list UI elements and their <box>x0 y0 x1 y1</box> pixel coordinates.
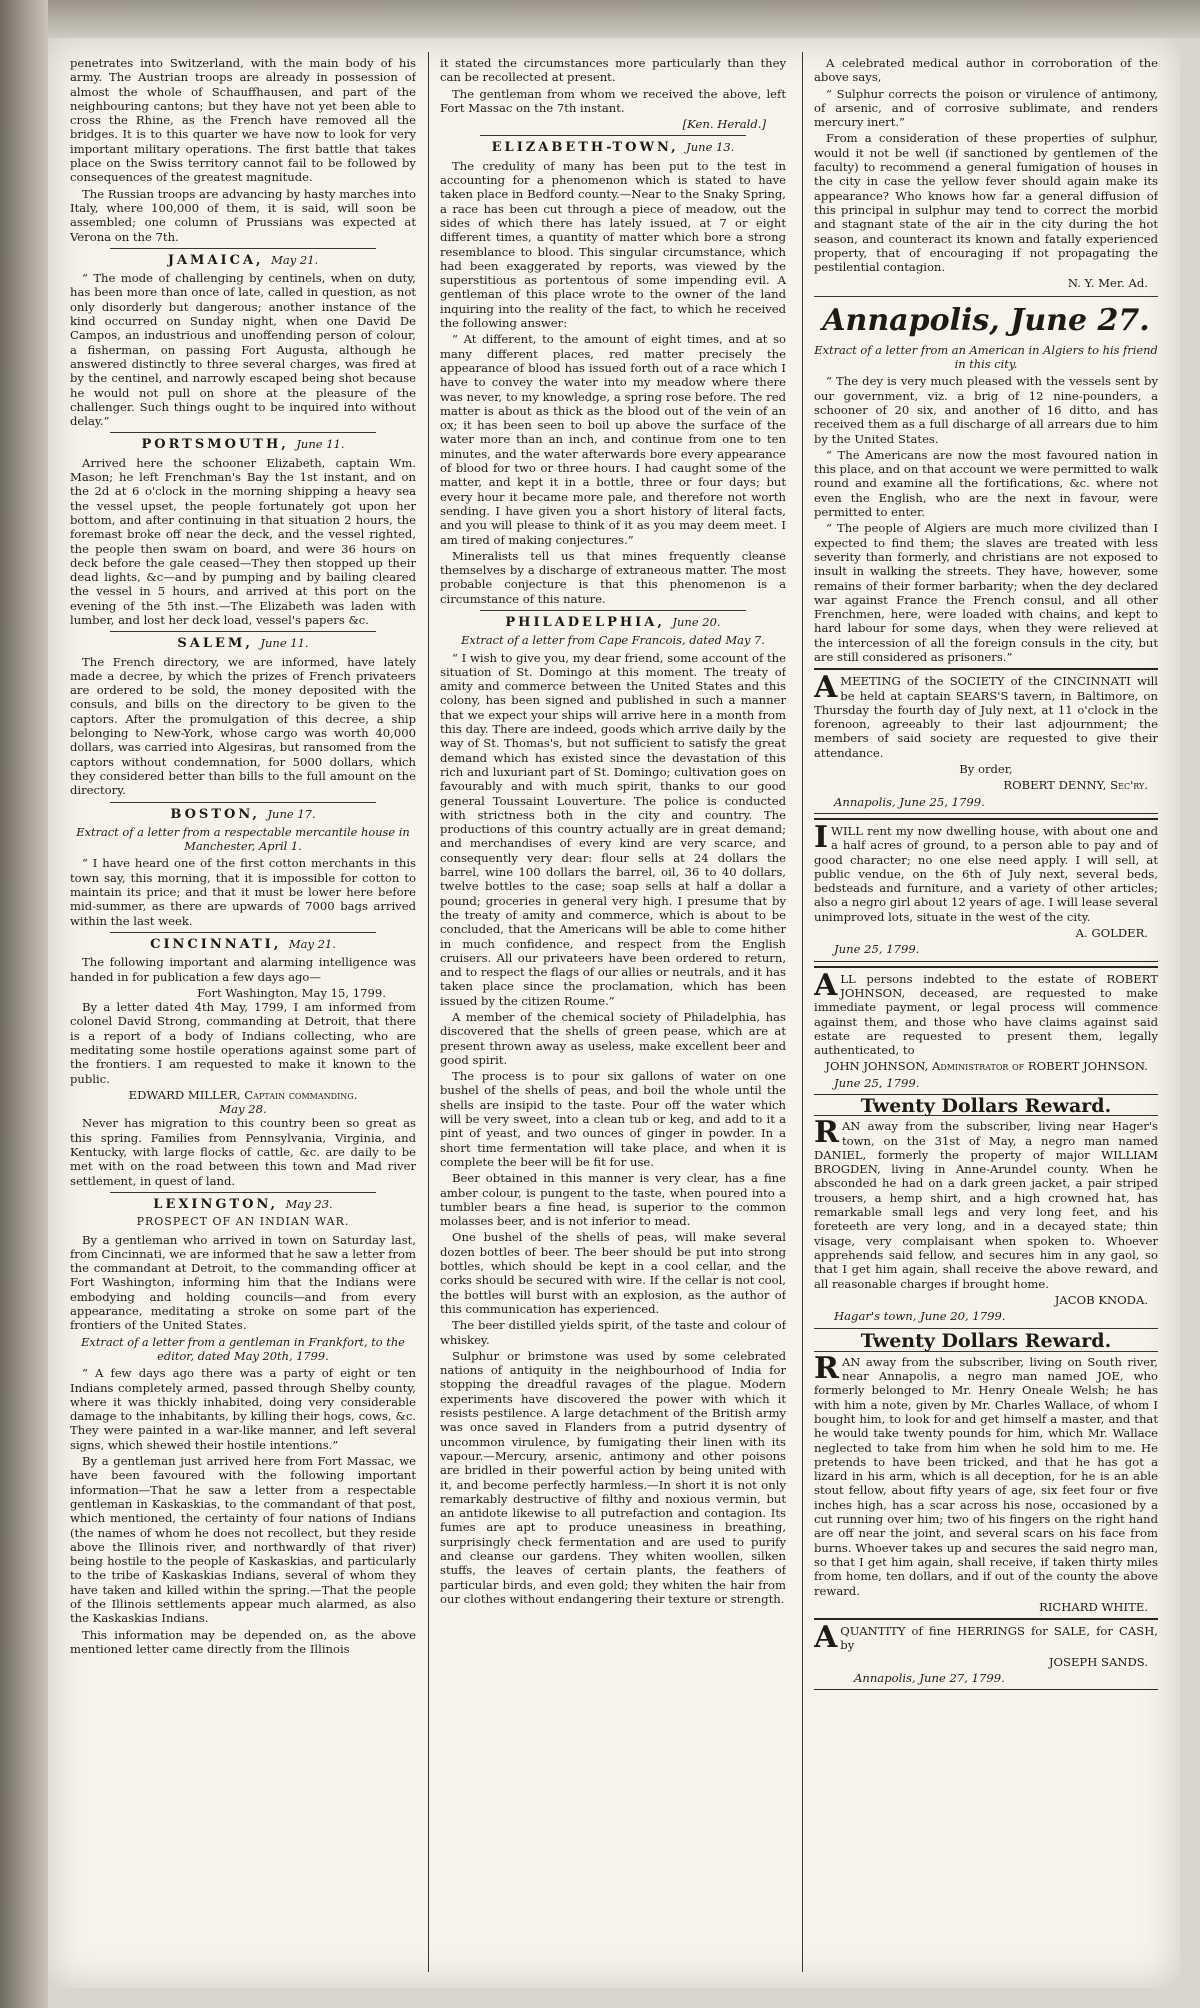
article-paragraph: it stated the circumstances more particularly than they can be recollected at present. <box>440 56 786 85</box>
article-paragraph: “ The dey is very much pleased with the vessels sent by our government, viz. a brig of 12 nine-pounders, a schooner of 20 six, and another of 16 ditto, and has received them as a full discharge of all arrears due to him by the United States. <box>814 374 1158 446</box>
article-paragraph: The gentleman from whom we received the above, left Fort Massac on the 7th instant. <box>440 86 786 115</box>
dateline-place: JAMAICA, <box>167 252 264 268</box>
ad-body: AN away from the subscriber, living near Hager's town, on the 31st of May, a negro man named DANIEL, formerly the property of major WILLIAM BROGDEN, living in Anne-Arundel county. When he absconded he had on a dark green jacket, a pair striped trousers, a hemp shirt, and a high crowned hat, has remarkable small legs and very long feet, and his foreteeth are very long, and in a decayed state; thin visage, very complaisant when spoken to. Whoever apprehends said fellow, and secures him in any gaol, so that I get him again, shall receive the above reward, and all reasonable charges if brought home. <box>814 1119 1158 1291</box>
divider <box>110 248 376 249</box>
divider <box>110 1192 376 1193</box>
dateline-place: BOSTON, <box>170 806 260 822</box>
dateline-lexington <box>70 1197 416 1212</box>
dateline-philadelphia <box>440 615 786 630</box>
article-paragraph: By a letter dated 4th May, 1799, I am informed from colonel David Strong, commanding at Detroit, that there is a report of a body of Indians collecting, who are meditating some hostile operations against some part of the frontiers. I am requested to make it known to the public. <box>70 1000 416 1086</box>
article-paragraph: The beer distilled yields spirit, of the taste and colour of whiskey. <box>440 1318 786 1347</box>
drop-cap: A <box>814 1620 838 1656</box>
ad-text <box>814 670 1158 760</box>
article-paragraph: “ A few days ago there was a party of eight or ten Indians completely armed, passed through Shelby county, where it was thickly inhabited, doing very considerable damage to the inhabitants, by killing their hogs, cows, &c. They were painted in a war-like manner, and left several signs, which shewed their hostile intentions.” <box>70 1366 416 1452</box>
ad-body: MEETING of the SOCIETY of the CINCINNATI will be held at captain SEARS'S tavern, in Baltimore, on Thursday the fourth day of July next, at 11 o'clock in the forenoon, agreeably to their last adjournment; the members of said society are requested to give their attendance. <box>814 674 1158 760</box>
ad-signature: JOHN JOHNSON, Administrator of ROBERT JOHNSON. <box>825 1059 1148 1074</box>
dateline-date: June 20. <box>672 614 721 629</box>
divider <box>110 432 376 433</box>
drop-cap: A <box>814 670 838 706</box>
advertisement-herrings <box>814 1618 1158 1690</box>
dateline-date: June 11. <box>296 437 345 452</box>
article-paragraph: The process is to pour six gallons of water on one bushel of the shells of peas, and boil the whole until the shells are insipid to the taste. Pour off the water which will be very sweet, into a clean tub or keg, and add to it a pint of yeast, and two ounces of ginger in powder. In a short time fermentation will take place, and when it is complete the beer will be fit for use. <box>440 1069 786 1169</box>
article-paragraph: “ Sulphur corrects the poison or virulence of antimony, of arsenic, and of corrosive sublimate, and renders mercury inert.” <box>814 86 1158 130</box>
dateline-place: CINCINNATI, <box>150 936 282 952</box>
ad-body: AN away from the subscriber, living on South river, near Annapolis, a negro man named JOE, who formerly belonged to Mr. Henry Oneale Welsh; he has with him a note, given by Mr. Charles Wallace, of whom I bought him, to look for and get himself a master, and that he would take twenty pounds for him, which Mr. Wallace neglected to take from him when he sold him to me. He pretends to have been tricked, and that he has got a lizard in his arm, which is all deception, for he is an able stout fellow, about fifty years of age, six feet four or five inches high, has a scar across his nose, occasioned by a cut running over him; two of his fingers on the right hand are off near the joint, and several scars on his face from burns. Whoever takes up and secures the said negro man, so that I get him again, shall receive, if taken thirty miles from home, ten dollars, and if out of the county the above reward. <box>814 1354 1158 1598</box>
article-paragraph: Never has migration to this country been so great as this spring. Families from Pennsylvania, Virginia, and Kentucky, with large flocks of cattle, &c. are daily to be met with on the road between this town and Mad river settlement, in quest of land. <box>70 1116 416 1188</box>
reward-heading: Twenty Dollars Reward. <box>814 1334 1158 1351</box>
article-subheading: PROSPECT OF AN INDIAN WAR. <box>136 1215 350 1229</box>
article-subheading: Extract of a letter from a respectable mercantile house in Manchester, April 1. <box>76 824 410 854</box>
article-paragraph: One bushel of the shells of peas, will make several dozen bottles of beer. The beer should be put into strong bottles, which should be kept in a cool cellar, and the corks should be secured with wire. If the cellar is not cool, the bottles will burst with an explosion, as the author of this communication has experienced. <box>440 1230 786 1316</box>
divider <box>814 296 1158 297</box>
article-paragraph: The Russian troops are advancing by hasty marches into Italy, where 100,000 of them, it is said, will soon be assembled; one column of Prussians was expected at Verona on the 7th. <box>70 186 416 244</box>
ad-text <box>814 1350 1158 1598</box>
article-paragraph: “ At different, to the amount of eight times, and at so many different places, red matter precisely the appearance of blood has issued forth out of a race which I have to convey the water into my meadow where there was never, to my knowledge, a spring rose before. The red matter is about as thick as the blood out of the vein of an ox; it has been seen to boil up above the surface of the water more than an inch, and continue from one to ten minutes, and the water afterwards bore every appearance of blood for two or three hours. I had caught some of the matter, and kept it in a bottle, three or four days; but every hour it became more pale, and therefore not worth sending. I have given you a short history of literal facts, and you will please to think of it as you may deem meet. I am tired of making conjectures.” <box>440 332 786 547</box>
article-paragraph: “ The Americans are now the most favoured nation in this place, and on that account we were permitted to walk round and examine all the fortifications, &c. where not even the English, who are the next in favour, were permitted to enter. <box>814 447 1158 520</box>
masthead-dateline: Annapolis, June 27. <box>822 302 1150 338</box>
drop-cap: A <box>814 967 838 1003</box>
drop-cap: R <box>814 1350 839 1386</box>
ad-date: June 25, 1799. <box>834 942 920 957</box>
dateline-boston <box>70 807 416 822</box>
page-spine-edge <box>0 0 48 2008</box>
dateline-portsmouth <box>70 437 416 452</box>
article-paragraph: By a gentleman just arrived here from Fort Massac, we have been favoured with the following important information—That he saw a letter from a respectable gentleman in Kaskaskias, to the commandant of that post, which mentioned, the certainty of four nations of Indians (the names of whom he does not recollect, but they reside above the Illinois river, and northwardly of that river) being hostile to the people of Kaskaskias, and particularly to the tribe of Kaskaskias Indians, several of whom they have taken and killed within the spring.—That the people of the Illinois settlements appear much alarmed, as also the Kaskaskias Indians. <box>70 1454 416 1626</box>
article-signature: EDWARD MILLER, Captain commanding. <box>128 1087 358 1102</box>
dateline-date: May 21. <box>271 252 319 267</box>
ad-body: WILL rent my now dwelling house, with about one and a half acres of ground, to a person able to pay and of good character; no one else need apply. I will sell, at public vendue, on the 6th of July next, several beds, bedsteads and furniture, and a variety of other articles; also a negro girl about 12 years of age. I will lease several unimproved lots, situate in the west of the city. <box>814 823 1158 924</box>
column-3 <box>814 56 1158 1971</box>
ad-date: June 25, 1799. <box>834 1075 920 1090</box>
dateline-date: June 17. <box>267 806 316 821</box>
dateline-elizabeth-town <box>440 140 786 155</box>
reward-heading: Twenty Dollars Reward. <box>814 1099 1158 1116</box>
advertisement-rent <box>814 818 1158 962</box>
page-top-edge <box>0 0 1200 38</box>
dateline-cincinnati <box>70 937 416 952</box>
article-subheading: Extract of a letter from Cape Francois, dated May 7. <box>461 633 765 648</box>
article-paragraph: Sulphur or brimstone was used by some celebrated nations of antiquity in the neighbourhood of India for stopping the dreadful ravages of the plague. Modern experiments have discovered the power with which it resists pestilence. A large detachment of the British army was once saved in Flanders from a putrid dysentry of uncommon virulence, by fumigating their linen with its vapour.—Mercury, arsenic, antimony and other poisons are bridled in their powerful action by being united with it, and become perfectly harmless.—In short it is not only remarkably destructive of filthy and noxious vermin, but an antidote likewise to all putrefaction and contagion. Its fumes are apt to produce uneasiness in breathing, surprisingly check fermentation and are used to purify and cleanse our gardens. They whiten woollen, silken stuffs, the leaves of certain plants, the feathers of particular birds, and even gold; they whiten the hair from our clothes without endangering their texture or strength. <box>440 1348 786 1606</box>
ad-text <box>814 967 1158 1058</box>
ad-text <box>814 1115 1158 1291</box>
divider <box>480 610 746 611</box>
ad-date: Annapolis, June 25, 1799. <box>834 794 985 809</box>
ad-signature: A. GOLDER. <box>1075 926 1148 941</box>
ad-text <box>814 819 1158 924</box>
ad-body: LL persons indebted to the estate of ROBERT JOHNSON, deceased, are requested to make immediate payment, or legal process will commence against them, and those who have claims against said estate are requested to present them, legally authenticated, to <box>814 971 1158 1058</box>
article-paragraph: This information may be depended on, as the above mentioned letter came directly from the Illinois <box>70 1627 416 1656</box>
divider <box>814 1328 1158 1329</box>
article-paragraph: “ The mode of challenging by centinels, when on duty, has been more than once of late, called in question, as not only disorderly but dangerous; another instance of the kind occurred on Sunday night, when one David De Campos, an industrious and unoffending person of colour, a fisherman, on passing Fort Augusta, although he answered distinctly to three several charges, was fired at by the centinel, and narrowly escaped being shot because he would not pull on shore at the pleasure of the challenger. Such things ought to be inquired into without delay.” <box>70 271 416 429</box>
dateline-jamaica <box>70 253 416 268</box>
article-paragraph: Arrived here the schooner Elizabeth, captain Wm. Mason; he left Frenchman's Bay the 1st instant, and on the 2d at 6 o'clock in the morning shipping a heavy sea the vessel upset, the people fortunately got upon her bottom, and after continuing in that situation 2 hours, the foremast broke off near the deck, and the vessel righted, the people then swam on board, and were 36 hours on deck before the gale ceased—They then stopped up their dead lights, &c—and by pumping and by bailing cleared the vessel in 5 hours, and arrived at this port on the evening of the 5th inst.—The Elizabeth was laden with lumber, and lost her deck load, vessel's papers &c. <box>70 455 416 627</box>
article-subheading: Extract of a letter from an American in Algiers to his friend in this city. <box>814 342 1158 372</box>
newspaper-page <box>48 38 1180 1988</box>
article-paragraph: penetrates into Switzerland, with the main body of his army. The Austrian troops are already in possession of almost the whole of Schauffhausen, and part of the neighbouring cantons; but they have not yet been able to cross the Rhine, as the French have removed all the bridges. It is to this quarter we have now to look for very important military operations. The first battle that takes place on the Swiss territory cannot fail to be followed by consequences of the greatest magnitude. <box>70 56 416 185</box>
article-paragraph: From a consideration of these properties of sulphur, would it not be well (if sanctioned by gentlemen of the faculty) to recommend a general fumigation of houses in the city in case the yellow fever should again make its appearance? Who knows how far a general diffusion of this principal in sulphur may tend to correct the morbid and stagnant state of the air in the city during the hot season, and counteract its known and fatally experienced property, that of encouraging if not propagating the pestilential contagion. <box>814 131 1158 275</box>
article-paragraph: Mineralists tell us that mines frequently cleanse themselves by a discharge of extraneous matter. The most probable conjecture is that this phenomenon is a circumstance of this nature. <box>440 548 786 606</box>
article-subheading: Extract of a letter from a gentleman in Frankfort, to the editor, dated May 20th, 1799. <box>81 1334 405 1363</box>
ad-by-order: By order, <box>959 762 1013 777</box>
article-paragraph: A member of the chemical society of Philadelphia, has discovered that the shells of green pease, which are at present thrown away as useless, make excellent beer and good spirit. <box>440 1010 786 1067</box>
dateline-date: June 11. <box>260 636 309 651</box>
divider <box>110 631 376 632</box>
ad-date: Annapolis, June 27, 1799. <box>854 1670 1005 1685</box>
ad-date: Hagar's town, June 20, 1799. <box>834 1309 1006 1324</box>
dateline-salem <box>70 636 416 651</box>
article-paragraph: The credulity of many has been put to the test in accounting for a phenomenon which is stated to have taken place in Bedford county.—Near to the Snaky Spring, a race has been cut through a piece of meadow, out the sides of which there has lately issued, at 7 or eight different times, a quantity of matter which bore a strong resemblance to blood. This singular circumstance, which had been exaggerated by reports, was viewed by the superstitious as portentous of some impending evil. A gentleman of this place wrote to the owner of the land inquiring into the reality of the fact, to which he received the following answer: <box>440 158 786 331</box>
dateline-place: LEXINGTON, <box>153 1196 279 1212</box>
article-paragraph: Beer obtained in this manner is very clear, has a fine amber colour, is pungent to the taste, when poured into a tumbler bears a fine head, is superior to the common molasses beer, and is not inferior to mead. <box>440 1171 786 1229</box>
ad-signature: JOSEPH SANDS. <box>1048 1654 1148 1669</box>
dateline-date: June 13. <box>686 140 735 155</box>
dateline-place: PORTSMOUTH, <box>141 437 289 453</box>
article-paragraph: The French directory, we are informed, have lately made a decree, by which the prizes of French privateers are ordered to be sold, the money deposited with the consuls, and bills on the directory to be given to the captors. After the promulgation of this decree, a ship belonging to New-York, whose cargo was worth 40,000 dollars, was carried into Algesiras, but ransomed from the captors without condemnation, for 5000 dollars, which they considered better than bills to the full amount on the directory. <box>70 654 416 798</box>
drop-cap: I <box>814 819 829 855</box>
ad-text <box>814 1620 1158 1656</box>
article-dateline: Fort Washington, May 15, 1799. <box>197 985 386 1000</box>
column-1 <box>70 56 416 1971</box>
article-paragraph: “ I have heard one of the first cotton merchants in this town say, this morning, that it is impossible for cotton to maintain its price; and that it must be lower here before mid-summer, as there are upwards of 7000 bags arrived within the last week. <box>70 856 416 928</box>
ad-signature: ROBERT DENNY, Sec'ry. <box>1003 778 1148 793</box>
advertisement-meeting <box>814 668 1158 814</box>
ad-signature: JACOB KNODA. <box>1054 1292 1148 1307</box>
divider <box>110 932 376 933</box>
dateline-place: ELIZABETH-TOWN, <box>491 140 679 156</box>
advertisement-estate <box>814 966 1158 1095</box>
column-rule <box>428 52 429 1972</box>
article-source: N. Y. Mer. Ad. <box>1067 276 1148 291</box>
drop-cap: R <box>814 1115 839 1151</box>
divider <box>110 802 376 803</box>
dateline-place: SALEM, <box>177 636 253 652</box>
dateline-date: May 21. <box>288 936 336 951</box>
column-rule <box>802 52 803 1972</box>
column-2 <box>440 56 786 1971</box>
article-source: [Ken. Herald.] <box>682 117 766 132</box>
article-paragraph: The following important and alarming intelligence was handed in for publication a few days ago— <box>70 955 416 984</box>
article-paragraph: By a gentleman who arrived in town on Saturday last, from Cincinnati, we are informed that he saw a letter from the commandant at Detroit, to the commanding officer at Fort Washington, informing him that the Indians were embodying and holding councils—and from every appearance, meditating a stroke on some part of the frontiers of the United States. <box>70 1232 416 1333</box>
article-paragraph: “ I wish to give you, my dear friend, some account of the situation of St. Domingo at this moment. The treaty of amity and commerce between the United States and this colony, has been signed and published in such a manner that we expect your ships will arrive here in a month from this day. There are indeed, goods which arrive daily by the way of St. Thomas's, but not sufficient to satisfy the great demand which has existed since the devastation of this rich and luxuriant part of St. Domingo; cultivation goes on favourably and with much spirit, thanks to our good general Toussaint Louverture. The police is conducted with strictness both in the city and country. The productions of this country actually are in great demand; and merchandises of every kind are very scarce, and consequently very dear: flour sells at 24 dollars the barrel, wine 100 dollars the barrel, oil, 36 to 40 dollars, twelve bottles to the case; soap sells at half a dollar a pound; groceries in general very high. I presume that by the treaty of amity and commerce, which is about to be concluded, that the Americans will be able to come hither in much confidence, and respect from the English cruisers. All our privateers have been ordered to return, and to respect the flags of our allies or neutrals, and it has taken place since the proclamation, which has been issued by the citizen Roume.” <box>440 650 786 1008</box>
dateline-place: PHILADELPHIA, <box>505 614 665 630</box>
ad-body: QUANTITY of fine HERRINGS for SALE, for CASH, by <box>840 1624 1158 1653</box>
article-date: May 28. <box>219 1102 267 1117</box>
article-paragraph: “ The people of Algiers are much more civilized than I expected to find them; the slaves are treated with less severity than formerly, and christians are not exposed to insult in walking the streets. They have, however, some remains of their former barbarity; when the dey declared war against France the French consul, and all other Frenchmen, here, were loaded with chains, and kept to hard labour for some days, when they were relieved at the intercession of all the foreign consuls in the city, but are still considered as prisoners.” <box>814 521 1158 664</box>
ad-signature: RICHARD WHITE. <box>1039 1599 1148 1614</box>
article-paragraph: A celebrated medical author in corroboration of the above says, <box>814 56 1158 85</box>
dateline-date: May 23. <box>285 1196 333 1211</box>
divider <box>480 135 746 136</box>
